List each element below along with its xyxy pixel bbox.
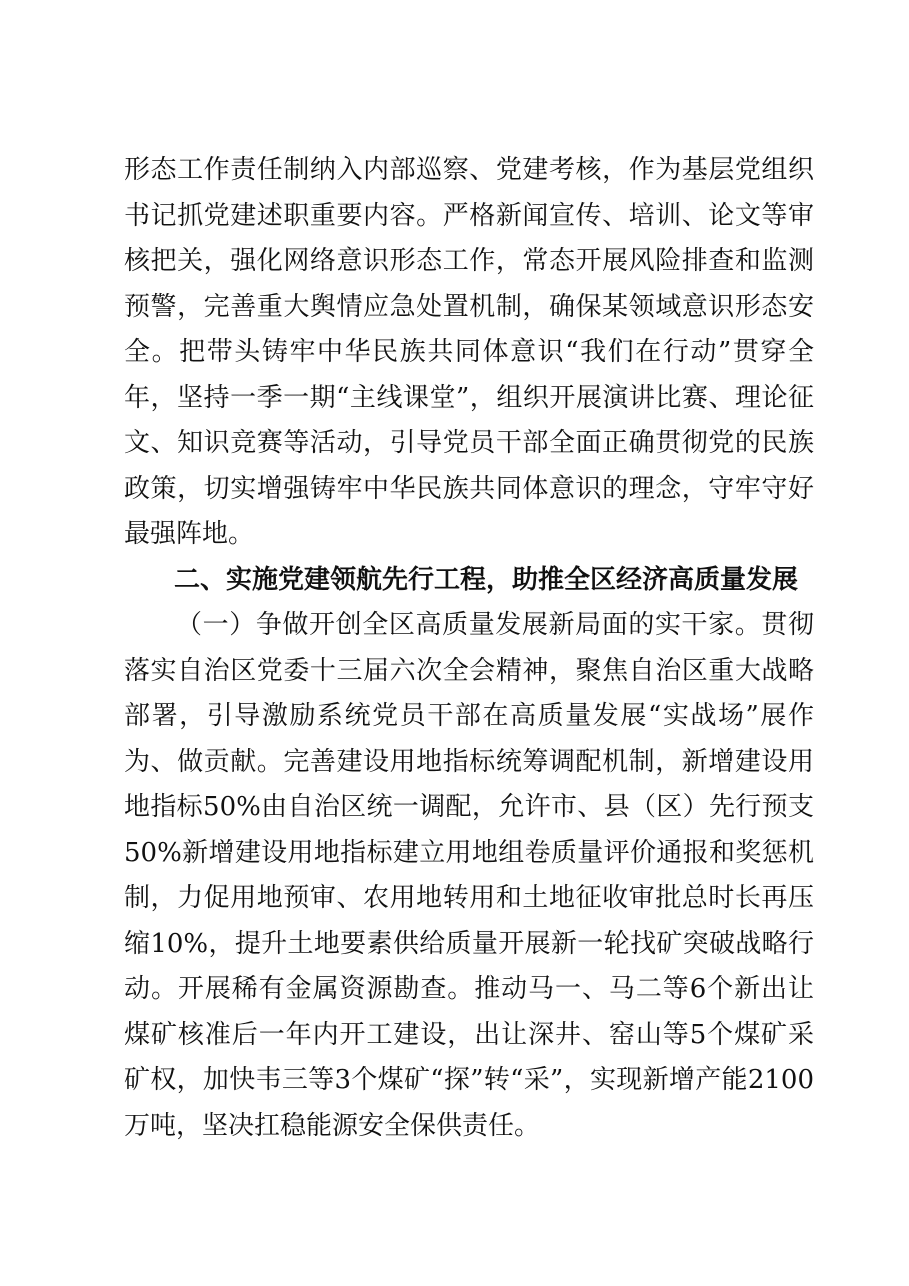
paragraph-ideology-work: 形态工作责任制纳入内部巡察、党建考核，作为基层党组织书记抓党建述职重要内容。严格新闻宣传、培训、论文等审核把关，强化网络意识形态工作，常态开展风险排查和监测预警，完善重大舆情应急处置机制，确保某领域意识形态安全。把带头铸牢中华民族共同体意识“我们在行动”贯穿全年，坚持一季一期“主线课堂”，组织开展演讲比赛、理论征文、知识竞赛等活动，引导党员干部全面正确贯彻党的民族政策，切实增强铸牢中华民族共同体意识的理念，守牢守好最强阵地。	[124, 155, 814, 549]
section-heading: 二、实施党建领航先行工程，助推全区经济高质量发展	[174, 564, 799, 595]
document-body	[124, 148, 814, 1149]
paragraph-high-quality-development: （一）争做开创全区高质量发展新局面的实干家。贯彻落实自治区党委十三届六次全会精神，聚焦自治区重大战略部署，引导激励系统党员干部在高质量发展“实战场”展作为、做贡献。完善建设用地指标统筹调配机制，新增建设用地指标50%由自治区统一调配，允许市、县（区）先行预支50%新增建设用地指标建立用地组卷质量评价通报和奖惩机制，力促用地预审、农用地转用和土地征收审批总时长再压缩10%，提升土地要素供给质量开展新一轮找矿突破战略行动。开展稀有金属资源勘查。推动马一、马二等6个新出让煤矿核准后一年内开工建设，出让深井、窑山等5个煤矿采矿权，加快韦三等3个煤矿“探”转“采”，实现新增产能2100万吨，坚决扛稳能源安全保供责任。	[124, 610, 814, 1141]
